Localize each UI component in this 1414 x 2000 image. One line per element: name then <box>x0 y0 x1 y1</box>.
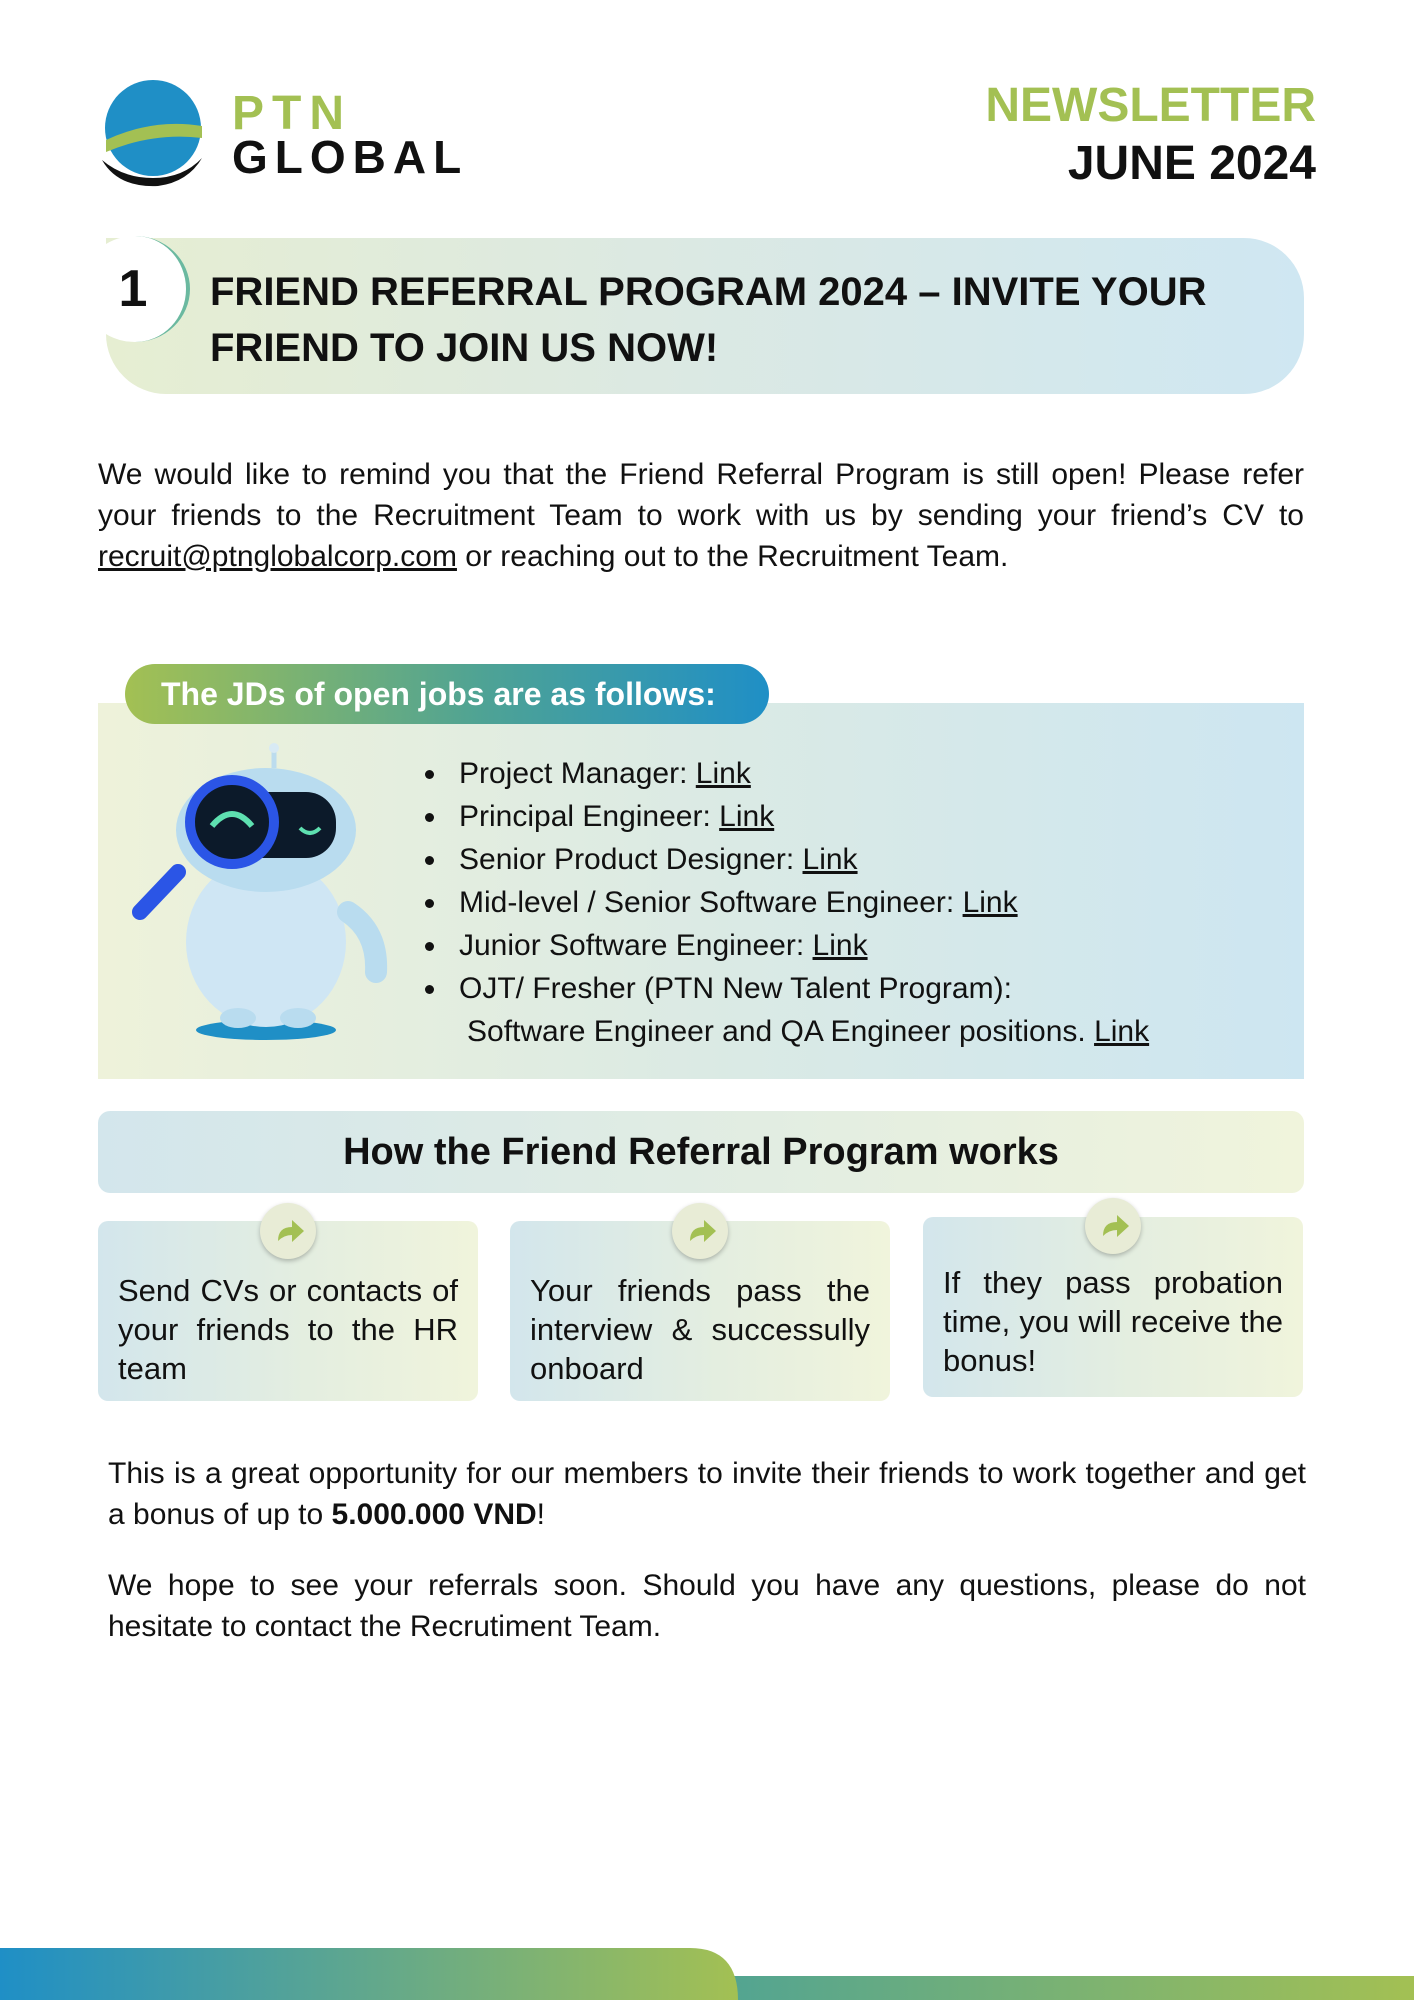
newsletter-label: NEWSLETTER <box>985 79 1316 132</box>
company-logo <box>98 78 469 198</box>
job-title: Senior Product Designer: <box>459 843 803 876</box>
job-link[interactable]: Link <box>695 757 751 790</box>
list-item <box>418 881 1278 924</box>
newsletter-heading <box>985 78 1316 194</box>
intro-text-end: or reaching out to the Recruitment Team. <box>456 540 1009 573</box>
job-title: Principal Engineer: <box>459 800 720 833</box>
job-title: Project Manager: <box>459 757 696 790</box>
job-title: Mid-level / Senior Software Engineer: <box>459 886 963 919</box>
opportunity-text-end: ! <box>536 1498 545 1531</box>
step-text: If they pass probation time, you will receive the bonus! <box>943 1265 1283 1378</box>
robot-magnifier-icon <box>128 742 398 1042</box>
list-item <box>418 838 1278 881</box>
globe-logo-icon <box>98 78 208 194</box>
contact-paragraph: We hope to see your referrals soon. Should you have any questions, please do not hesitate to contact the Recrutiment Team. <box>108 1569 1306 1643</box>
job-subtitle-text: Software Engineer and QA Engineer positions. <box>467 1015 1095 1048</box>
job-title: OJT/ Fresher (PTN New Talent Program): <box>459 972 1012 1005</box>
job-link[interactable]: Link <box>1094 1015 1150 1048</box>
arrow-step-icon <box>672 1203 728 1259</box>
job-link[interactable]: Link <box>719 800 775 833</box>
logo-text-global: GLOBAL <box>232 131 469 183</box>
bonus-amount: 5.000.000 VND <box>331 1498 537 1531</box>
opportunity-text: This is a great opportunity for our members to invite their friends to work together and get a bonus of up to <box>108 1457 1306 1531</box>
section-number-badge: 1 <box>80 236 190 342</box>
issue-date: JUNE 2024 <box>1067 137 1316 190</box>
how-it-works-title: How the Friend Referral Program works <box>98 1111 1304 1193</box>
job-subtitle <box>459 1010 1278 1053</box>
arrow-step-icon <box>260 1203 316 1259</box>
list-item <box>418 924 1278 967</box>
job-title: Junior Software Engineer: <box>459 929 813 962</box>
intro-text: We would like to remind you that the Friend Referral Program is still open! Please refer your friends to the Recruitment Team to work with us by sending your friend’s CV to <box>98 458 1304 532</box>
list-item <box>418 795 1278 838</box>
job-link[interactable]: Link <box>802 843 858 876</box>
section-title: FRIEND REFERRAL PROGRAM 2024 – INVITE YOUR FRIEND TO JOIN US NOW! <box>210 270 1207 370</box>
job-list <box>418 752 1278 1053</box>
opportunity-paragraph <box>108 1453 1306 1535</box>
list-item <box>418 967 1278 1053</box>
step-text: Send CVs or contacts of your friends to the HR team <box>118 1273 458 1386</box>
step-text: Your friends pass the interview & successully onboard <box>530 1273 870 1386</box>
open-jobs-heading: The JDs of open jobs are as follows: <box>125 664 769 724</box>
list-item <box>418 752 1278 795</box>
job-link[interactable]: Link <box>962 886 1018 919</box>
job-link[interactable]: Link <box>812 929 868 962</box>
footer-decoration <box>0 1948 1414 2000</box>
recruit-email-link[interactable]: recruit@ptnglobalcorp.com <box>98 540 457 573</box>
logo-text-ptn: PTN <box>232 87 352 140</box>
arrow-step-icon <box>1085 1198 1141 1254</box>
intro-paragraph <box>98 454 1304 577</box>
